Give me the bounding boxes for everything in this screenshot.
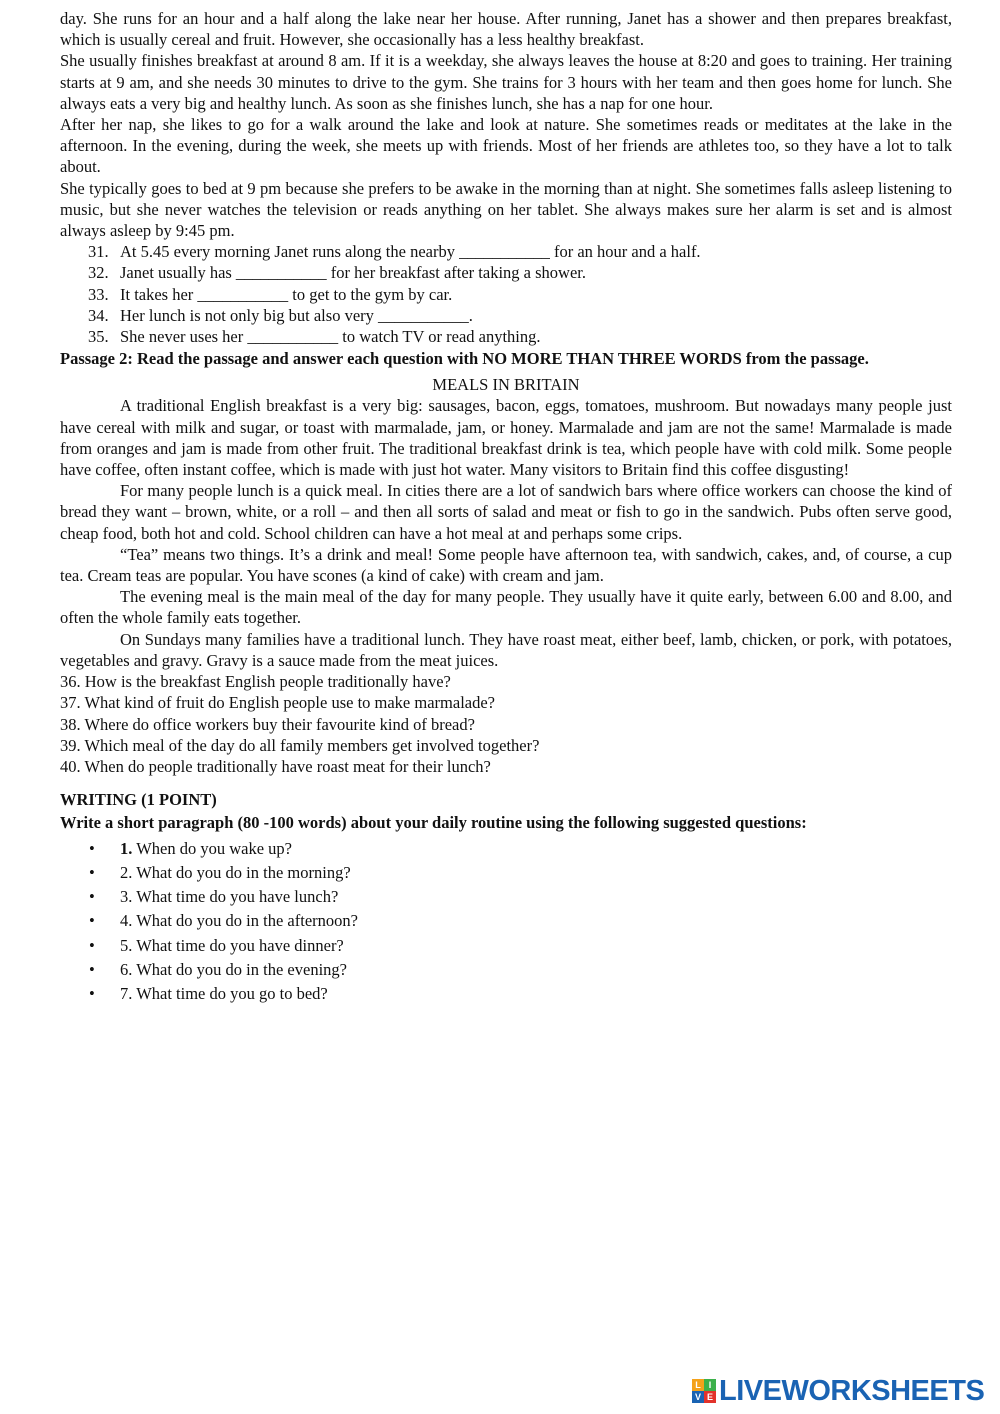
passage1-paragraph-4: She typically goes to bed at 9 pm because she prefers to be awake in the morning than at night. She sometimes falls asleep listening to music, but she never watches the television or reads anything on her tablet. She always makes sure her alarm is set and is almost always asleep by 9:45 pm. <box>60 178 952 241</box>
passage2-paragraph-2: For many people lunch is a quick meal. In cities there are a lot of sandwich bars where office workers can choose the kind of bread they want – brown, white, or a roll – and then all sorts of salad and meat or fish to go in the sandwich. Pubs often serve good, cheap food, both hot and cold. School children can have a hot meal at and perhaps some crips. <box>60 481 952 543</box>
writing-question-7 <box>60 982 952 1006</box>
writing-question-text: 6. What do you do in the evening? <box>120 960 347 979</box>
passage2-paragraph-3: “Tea” means two things. It’s a drink and meal! Some people have afternoon tea, with sandwich, cakes, and, of course, a cup tea. Cream teas are popular. You have scones (a kind of cake) with cream and jam. <box>60 544 952 586</box>
question-40: 40. When do people traditionally have roast meat for their lunch? <box>60 756 491 776</box>
passage1-paragraph-2: She usually finishes breakfast at around 8 am. If it is a weekday, she always leaves the house at 8:20 and goes to training. Her training starts at 9 am, and she needs 30 minutes to drive to the gym. She trains for 3 hours with her team and then goes home for lunch. She always eats a very big and healthy lunch. As soon as she finishes lunch, she has a nap for one hour. <box>60 51 952 113</box>
passage1-question-list <box>60 241 952 347</box>
question-text: Her lunch is not only big but also very ___________. <box>120 305 473 325</box>
writing-question-6 <box>60 958 952 982</box>
liveworksheets-logo-icon <box>692 1379 716 1403</box>
writing-question-text: 3. What time do you have lunch? <box>120 887 339 907</box>
question-32 <box>60 262 952 283</box>
bullet-icon: • <box>89 838 95 858</box>
logo-mark-letter: I <box>704 1379 716 1391</box>
question-number: 32. <box>88 263 109 283</box>
passage2-title: MEALS IN BRITAIN <box>432 375 580 395</box>
writing-question-1 <box>60 837 952 861</box>
writing-question-2 <box>60 861 952 885</box>
passage2-instruction: Passage 2: Read the passage and answer each question with NO MORE THAN THREE WORDS from the passage. <box>60 349 869 369</box>
writing-question-5 <box>60 934 952 958</box>
logo-mark-letter: V <box>692 1391 704 1403</box>
writing-question-list <box>60 837 952 1007</box>
liveworksheets-logo-text: LIVEWORKSHEETS <box>719 1374 985 1407</box>
bullet-icon: • <box>89 862 95 882</box>
passage2-paragraph-4: The evening meal is the main meal of the day for many people. They usually have it quite early, between 6.00 and 8.00, and often the whole family eats together. <box>60 587 952 628</box>
writing-question-text: 7. What time do you go to bed? <box>120 984 328 1004</box>
passage1-paragraph-3: After her nap, she likes to go for a walk around the lake and look at nature. She sometimes reads or meditates at the lake in the afternoon. In the evening, during the week, she meets up with friends. Most of her friends are athletes too, so they have a lot to talk about. <box>60 115 952 177</box>
passage2-question-list <box>60 671 952 777</box>
liveworksheets-logo <box>692 1376 984 1406</box>
question-33 <box>60 284 952 305</box>
writing-question-text: 5. What time do you have dinner? <box>120 935 344 955</box>
bullet-icon: • <box>89 911 95 931</box>
question-number: 33. <box>88 284 109 304</box>
writing-question-number: 1. <box>120 838 133 858</box>
passage1-paragraph-1: day. She runs for an hour and a half along the lake near her house. After running, Janet has a shower and then prepares breakfast, which is usually cereal and fruit. However, she occasionally has a less healthy breakfast. <box>60 9 952 50</box>
question-text: Janet usually has ___________ for her breakfast after taking a shower. <box>120 263 586 283</box>
writing-question-3 <box>60 885 952 909</box>
bullet-icon: • <box>89 984 95 1004</box>
passage2-paragraph-1: A traditional English breakfast is a very big: sausages, bacon, eggs, tomatoes, mushroom. But nowadays many people just have cereal with milk and sugar, or toast with marmalade, jam, or honey. Marmalade and jam are not the same! Marmalade is made from oranges and jam is made from other fruit. The traditional breakfast drink is tea, which people have with cold milk. Some people have coffee, often instant coffee, which is made with just hot water. Many visitors to Britain find this coffee disgusting! <box>60 396 952 480</box>
question-text: At 5.45 every morning Janet runs along the nearby ___________ for an hour and a half. <box>120 242 701 262</box>
writing-question-text: 4. What do you do in the afternoon? <box>120 911 358 931</box>
question-number: 34. <box>88 305 109 325</box>
question-34 <box>60 305 952 326</box>
question-number: 31. <box>88 242 109 262</box>
writing-heading: WRITING (1 POINT) <box>60 790 217 810</box>
worksheet-page <box>60 8 952 1007</box>
question-39: 39. Which meal of the day do all family members get involved together? <box>60 735 540 755</box>
logo-mark-letter: L <box>692 1379 704 1391</box>
writing-question-text: 2. What do you do in the morning? <box>120 862 351 882</box>
question-31 <box>60 241 952 262</box>
writing-instruction: Write a short paragraph (80 -100 words) about your daily routine using the following suggested questions: <box>60 813 807 833</box>
question-35 <box>60 326 952 347</box>
writing-question-4 <box>60 909 952 933</box>
logo-mark-letter: E <box>704 1391 716 1403</box>
passage2-paragraph-5: On Sundays many families have a traditional lunch. They have roast meat, either beef, lamb, chicken, or pork, with potatoes, vegetables and gravy. Gravy is a sauce made from the meat juices. <box>60 629 952 670</box>
bullet-icon: • <box>89 935 95 955</box>
question-text: She never uses her ___________ to watch TV or read anything. <box>120 327 541 347</box>
question-38: 38. Where do office workers buy their favourite kind of bread? <box>60 714 475 734</box>
bullet-icon: • <box>89 887 95 907</box>
bullet-icon: • <box>89 960 95 979</box>
question-36: 36. How is the breakfast English people traditionally have? <box>60 672 451 692</box>
writing-question-text: When do you wake up? <box>132 838 292 858</box>
question-text: It takes her ___________ to get to the gym by car. <box>120 284 453 304</box>
question-37: 37. What kind of fruit do English people use to make marmalade? <box>60 693 495 713</box>
question-number: 35. <box>88 327 109 347</box>
